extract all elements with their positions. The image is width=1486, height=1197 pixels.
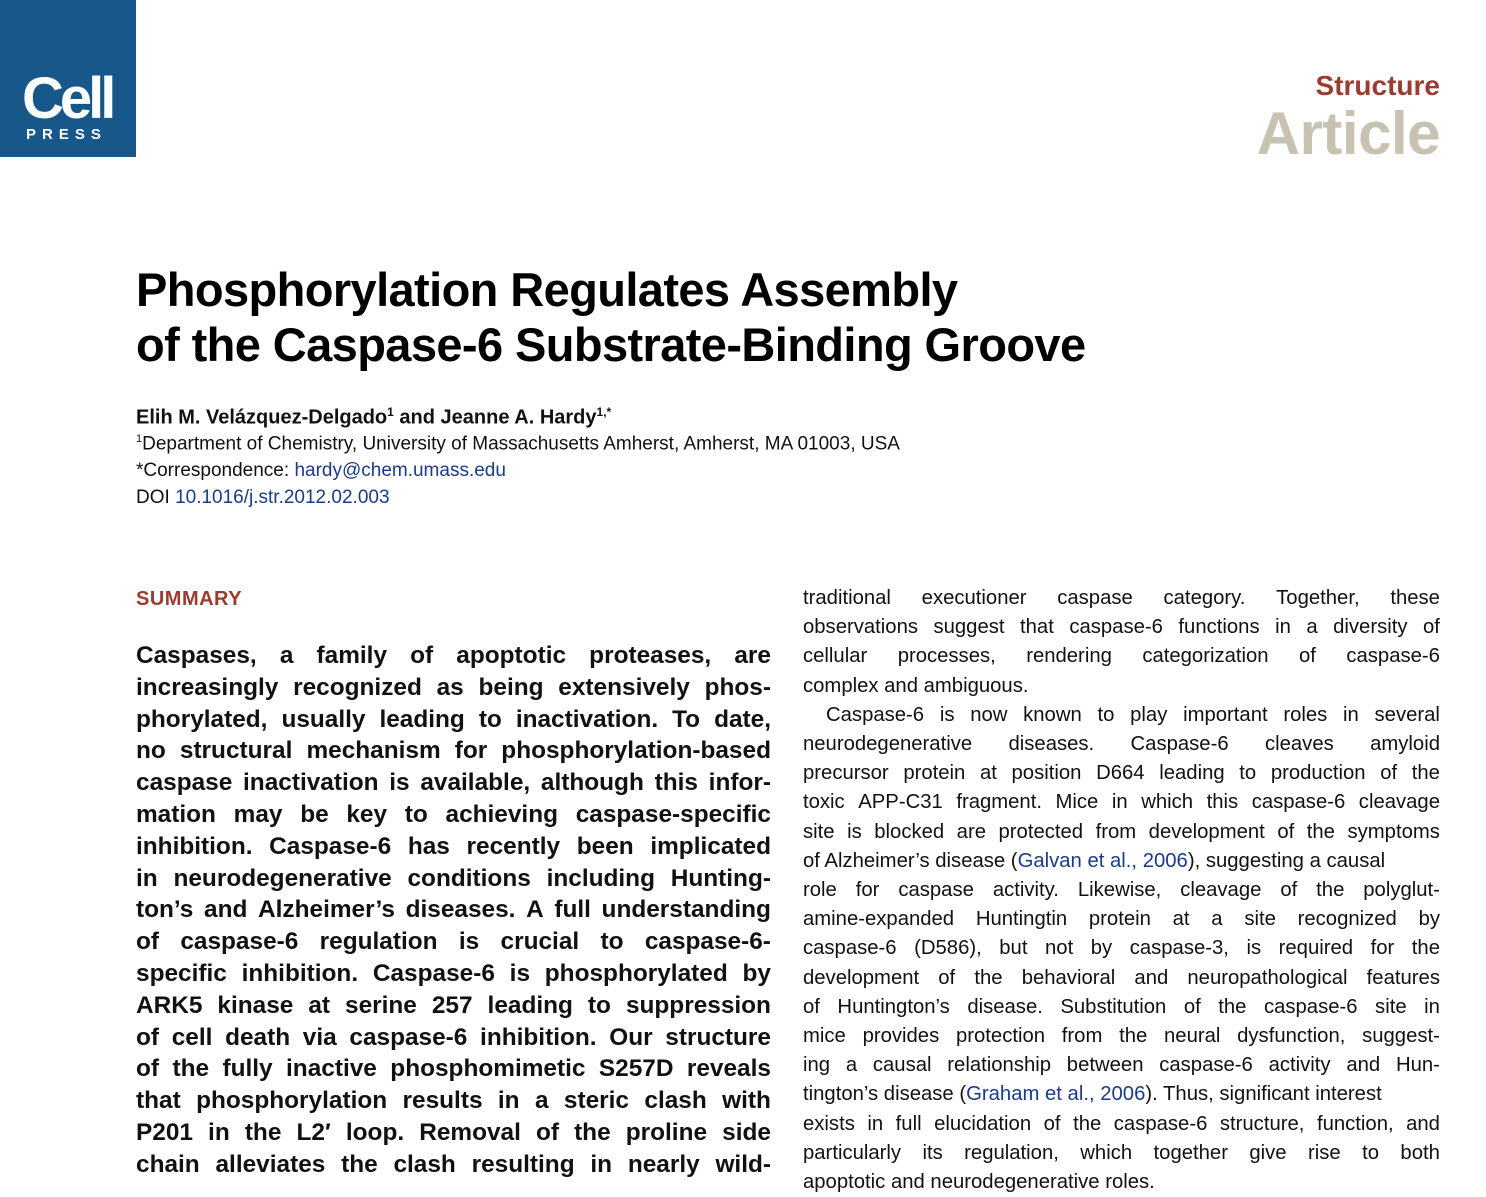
doi-link[interactable]: 10.1016/j.str.2012.02.003 <box>175 487 390 508</box>
text-line: observations suggest that caspase-6 functions in a diversity of <box>803 616 1440 639</box>
doi <box>136 487 390 509</box>
text-line: inhibition. Caspase-6 has recently been implicated <box>136 832 771 860</box>
text-line: caspase-6 (D586), but not by caspase-3, is required for the <box>803 937 1440 960</box>
text-line: amine-expanded Huntingtin protein at a site recognized by <box>803 908 1440 931</box>
text-line: mice provides protection from the neural dysfunction, suggest- <box>803 1025 1440 1048</box>
summary-heading: SUMMARY <box>136 588 243 610</box>
article-title <box>136 262 1336 372</box>
text-line: chain alleviates the clash resulting in nearly wild- <box>136 1150 771 1178</box>
text-line: phorylated, usually leading to inactivation. To date, <box>136 705 771 733</box>
logo-wordmark: Cell <box>22 66 113 131</box>
text-line: role for caspase activity. Likewise, cleavage of the polyglut- <box>803 879 1440 902</box>
text-line: increasingly recognized as being extensively phos- <box>136 673 771 701</box>
text-line: development of the behavioral and neuropathological features <box>803 966 1440 989</box>
affiliation-marker: 1 <box>136 433 143 445</box>
text-line: Caspases, a family of apoptotic proteases, are <box>136 642 771 669</box>
citation-link[interactable]: Graham et al., 2006 <box>966 1083 1146 1106</box>
text-line: Caspase-6 is now known to play important roles in several <box>826 703 1440 726</box>
text-line: specific inhibition. Caspase-6 is phosphorylated by <box>136 959 771 987</box>
text-line: complex and ambiguous. <box>803 674 1029 697</box>
text-line: toxic APP-C31 fragment. Mice in which this caspase-6 cleavage <box>803 791 1440 814</box>
correspondence-email-link[interactable]: hardy@chem.umass.edu <box>294 460 506 481</box>
text-line: P201 in the L2′ loop. Removal of the proline side <box>136 1118 771 1146</box>
text-line: of caspase-6 regulation is crucial to caspase-6- <box>136 928 771 956</box>
text-line: that phosphorylation results in a steric clash with <box>136 1087 771 1115</box>
text-line: of Huntington’s disease. Substitution of the caspase-6 site in <box>803 995 1440 1018</box>
author-name: Elih M. Velázquez-Delgado <box>136 406 388 429</box>
text-line: traditional executioner caspase category. Together, these <box>803 587 1440 609</box>
journal-name: Structure <box>1315 70 1440 101</box>
text-line: of cell death via caspase-6 inhibition. Our structure <box>136 1023 771 1051</box>
citation-link[interactable]: Galvan et al., 2006 <box>1017 849 1188 872</box>
text-line: ton’s and Alzheimer’s diseases. A full understanding <box>136 896 771 924</box>
text-line: cellular processes, rendering categorization of caspase-6 <box>803 645 1440 668</box>
body-paragraph <box>803 584 1440 701</box>
affiliation <box>136 433 900 455</box>
doi-label: DOI <box>136 487 176 508</box>
affiliation-marker: 1,* <box>596 405 612 419</box>
text-line: precursor protein at position D664 leading to production of the <box>803 762 1440 785</box>
text-fragment: tington’s disease ( <box>803 1083 967 1106</box>
text-fragment: ), suggesting a causal <box>1187 849 1386 872</box>
text-line: ARK5 kinase at serine 257 leading to suppression <box>136 991 771 1019</box>
text-line: caspase inactivation is available, although this infor- <box>136 769 771 797</box>
body-column <box>803 584 1440 1197</box>
text-line: particularly its regulation, which together give rise to both <box>803 1141 1440 1164</box>
author-conjunction: and <box>393 406 441 429</box>
text-line: no structural mechanism for phosphorylation-based <box>136 737 771 765</box>
text-line: ing a causal relationship between caspase-6 activity and Hun- <box>803 1054 1440 1077</box>
summary-text <box>136 640 771 1181</box>
text-fragment: of Alzheimer’s disease ( <box>803 849 1018 872</box>
title-line: of the Caspase-6 Substrate-Binding Groove <box>136 318 1086 371</box>
body-paragraph <box>803 701 1440 1197</box>
text-fragment: ). Thus, significant interest <box>1145 1083 1382 1106</box>
affiliation-marker: 1 <box>387 405 394 419</box>
text-line: neurodegenerative diseases. Caspase-6 cleaves amyloid <box>803 733 1440 756</box>
text-line: exists in full elucidation of the caspase-6 structure, function, and <box>803 1112 1440 1135</box>
text-line: site is blocked are protected from development of the symptoms <box>803 820 1440 843</box>
author-name: Jeanne A. Hardy <box>440 406 597 429</box>
affiliation-text: Department of Chemistry, University of Massachusetts Amherst, Amherst, MA 01003, USA <box>142 433 900 455</box>
article-type: Article <box>1256 100 1440 167</box>
text-line <box>803 847 1440 876</box>
text-line <box>803 1080 1440 1109</box>
cell-press-logo <box>0 0 136 157</box>
correspondence-label: *Correspondence: <box>136 460 295 481</box>
title-line: Phosphorylation Regulates Assembly <box>136 263 958 316</box>
logo-subtitle: PRESS <box>26 126 107 143</box>
text-line: in neurodegenerative conditions including Hunting- <box>136 864 771 892</box>
text-line: of the fully inactive phosphomimetic S257D reveals <box>136 1055 771 1083</box>
correspondence <box>136 460 506 482</box>
text-line: mation may be key to achieving caspase-specific <box>136 800 771 828</box>
author-list <box>136 405 611 430</box>
text-line: apoptotic and neurodegenerative roles. <box>803 1171 1155 1194</box>
